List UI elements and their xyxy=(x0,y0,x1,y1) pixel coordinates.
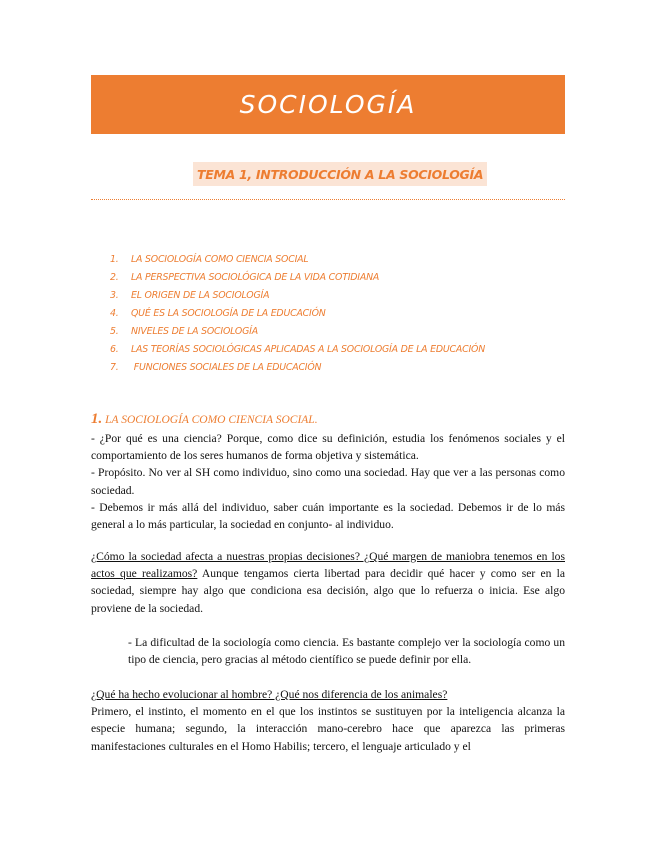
question-text: ¿Qué ha hecho evolucionar al hombre? ¿Qué nos diferencia de los animales? xyxy=(91,688,448,701)
toc-item: 4. QUÉ ES LA SOCIOLOGÍA DE LA EDUCACIÓN xyxy=(110,308,326,319)
question-paragraph xyxy=(91,548,565,617)
toc-item: 6. LAS TEORÍAS SOCIOLÓGICAS APLICADAS A LA SOCIOLOGÍA DE LA EDUCACIÓN xyxy=(110,344,486,355)
section-heading xyxy=(91,410,318,428)
topic-subtitle: TEMA 1, INTRODUCCIÓN A LA SOCIOLOGÍA xyxy=(193,162,487,186)
paragraph: - ¿Por qué es una ciencia? Porque, como dice su definición, estudia los fenómenos sociales y el comportamiento de los seres humanos de forma objetiva y sistemática. xyxy=(91,432,565,463)
section-number: 1. xyxy=(91,411,103,427)
paragraph: - Propósito. No ver al SH como individuo, sino como una sociedad. Hay que ver a las personas como sociedad. xyxy=(91,466,565,497)
paragraph: - La dificultad de la sociología como ciencia. Es bastante complejo ver la sociología como un tipo de ciencia, pero gracias al método científico se puede definir por ella. xyxy=(128,636,565,667)
answer-text: Primero, el instinto, el momento en el que los instintos se sustituyen por la inteligencia alcanza la especie humana; segundo, la interacción mano-cerebro hace que aparezca las primeras manifestaciones culturales en el Homo Habilis; tercero, el lenguaje articulado y el xyxy=(91,705,565,753)
toc-item: 1. LA SOCIOLOGÍA COMO CIENCIA SOCIAL xyxy=(110,254,309,265)
section-title: LA SOCIOLOGÍA COMO CIENCIA SOCIAL. xyxy=(102,414,318,426)
indented-note xyxy=(128,634,565,668)
document-title: SOCIOLOGÍA xyxy=(239,90,417,119)
paragraph: - Debemos ir más allá del individuo, saber cuán importante es la sociedad. Debemos ir de lo más general a lo más particular, la sociedad en conjunto- al individuo. xyxy=(91,500,565,532)
question-text: ¿Cómo la sociedad afecta a nuestras propias decisiones? ¿Qué margen de maniobra tenemos en los actos que realizamos? xyxy=(91,550,565,581)
toc-item: 5. NIVELES DE LA SOCIOLOGÍA xyxy=(110,326,258,337)
answer-text: Aunque tengamos cierta libertad para decidir qué hacer y como ser en la sociedad, siempre hay algo que condiciona esa decisión, algo que lo refuerza o inicia. Ese algo proviene de la sociedad. xyxy=(91,567,566,615)
evolution-paragraph xyxy=(91,686,565,755)
toc-item: 7. FUNCIONES SOCIALES DE LA EDUCACIÓN xyxy=(110,362,322,373)
dotted-divider xyxy=(91,199,565,200)
title-banner xyxy=(91,75,565,134)
toc-item: 2. LA PERSPECTIVA SOCIOLÓGICA DE LA VIDA COTIDIANA xyxy=(110,272,380,283)
toc-item: 3. EL ORIGEN DE LA SOCIOLOGÍA xyxy=(110,290,270,301)
table-of-contents xyxy=(110,251,570,377)
section-intro xyxy=(91,430,565,533)
